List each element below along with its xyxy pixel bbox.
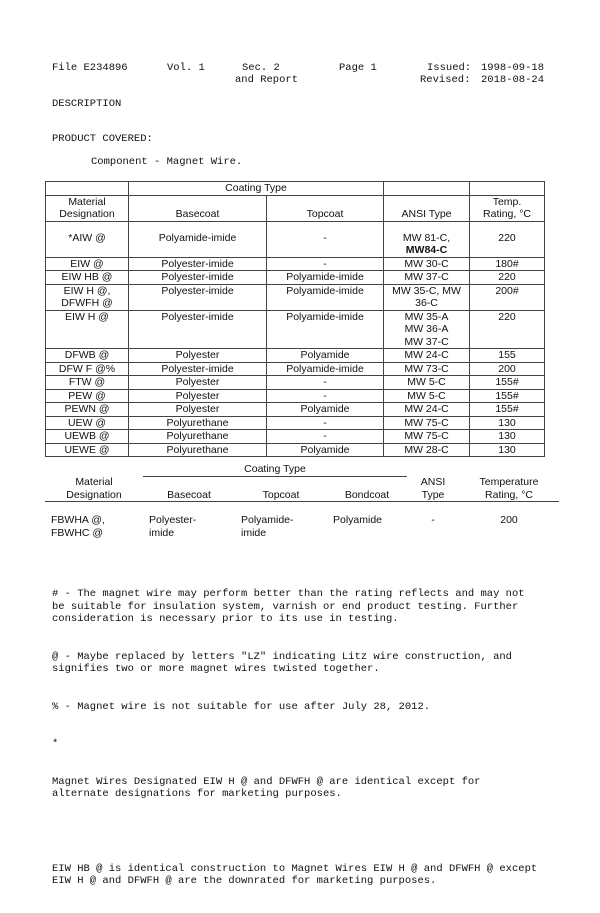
- header-spacer: [407, 463, 459, 476]
- basecoat-cell-text: Polyurethane: [166, 443, 229, 456]
- magnet-wire-table: [45, 181, 545, 457]
- header-spacer: [470, 182, 545, 196]
- ansi-cell: [384, 284, 470, 310]
- ansi-cell-text: MW 35-A MW 36-A MW 37-C: [404, 310, 449, 348]
- table-row: [46, 443, 545, 457]
- ansi-cell-text: MW 5-C: [407, 376, 446, 388]
- basecoat-header: Basecoat: [129, 195, 267, 221]
- basecoat-cell: [129, 416, 267, 430]
- topcoat-cell: [267, 430, 384, 444]
- basecoat-cell: [129, 443, 267, 457]
- temp-cell-text: 220: [498, 231, 516, 244]
- material-cell: [46, 403, 129, 417]
- topcoat-cell-text: Polyamide: [300, 349, 350, 361]
- ansi-cell: [384, 389, 470, 403]
- basecoat-cell: [129, 257, 267, 271]
- temp-cell: [470, 376, 545, 390]
- ansi-type-header: ANSI Type: [384, 195, 470, 221]
- temp-cell-text: 200#: [495, 284, 519, 297]
- ansi-cell: [384, 403, 470, 417]
- temp-cell: [470, 310, 545, 349]
- ansi-cell-text: MW 37-C: [404, 271, 449, 283]
- temp-cell: [470, 232, 545, 258]
- temp-rating-header: Temp. Rating, °C: [470, 195, 545, 221]
- ansi-cell: [384, 310, 470, 349]
- material-cell-text: DFW F @%: [58, 362, 116, 375]
- basecoat-cell-text: Polyester-imide: [161, 362, 234, 375]
- temp-cell: [470, 362, 545, 376]
- coating-type-header-2: Coating Type: [143, 463, 407, 476]
- temp-cell: [470, 349, 545, 363]
- temp-cell-text: 155#: [495, 403, 519, 415]
- material-cell: FBWHA @, FBWHC @: [51, 514, 105, 539]
- topcoat-cell-text: -: [323, 231, 327, 244]
- topcoat-cell-text: Polyamide-imide: [286, 271, 364, 283]
- table-row: [46, 310, 545, 349]
- material-cell: [46, 310, 129, 349]
- temperature-rating-header-2: Temperature Rating, °C: [459, 476, 559, 502]
- topcoat-cell: [267, 284, 384, 310]
- material-cell: [46, 271, 129, 285]
- ansi-cell-text: MW 35-C, MW 36-C: [392, 284, 461, 309]
- topcoat-cell: [267, 257, 384, 271]
- table-row: [46, 232, 545, 258]
- file-number: File E234896: [52, 62, 128, 74]
- material-cell: [46, 416, 129, 430]
- spacer-cell: [470, 221, 545, 232]
- ansi-cell-text: MW 5-C: [407, 389, 446, 402]
- bondcoat-header-2: Bondcoat: [327, 476, 407, 502]
- table-row: [46, 376, 545, 390]
- spacer-cell: [129, 221, 267, 232]
- basecoat-cell: [129, 362, 267, 376]
- topcoat-cell: [267, 403, 384, 417]
- ansi-cell: [384, 376, 470, 390]
- ansi-cell-text: MW 28-C: [404, 443, 449, 456]
- material-cell: [46, 430, 129, 444]
- basecoat-cell-text: Polyamide-imide: [158, 231, 237, 244]
- ansi-cell: [384, 416, 470, 430]
- material-cell-text: UEW @: [67, 416, 107, 429]
- material-cell-text: *AIW @: [68, 231, 106, 244]
- ansi-cell: [384, 430, 470, 444]
- table-row: [46, 257, 545, 271]
- topcoat-cell: [267, 443, 384, 457]
- material-cell: [46, 349, 129, 363]
- header-spacer: [459, 463, 559, 476]
- note-star-marker: *: [52, 738, 59, 750]
- material-cell: [46, 232, 129, 258]
- material-cell-text: PEWN @: [64, 403, 110, 415]
- basecoat-cell-text: Polyester-imide: [161, 257, 234, 270]
- material-cell-text: UEWB @: [64, 430, 110, 442]
- material-cell-text: PEW @: [68, 389, 106, 402]
- table-row: [45, 514, 559, 539]
- ansi-cell-text: MW 24-C: [404, 403, 449, 415]
- table-row: [46, 389, 545, 403]
- topcoat-cell-text: -: [323, 416, 327, 429]
- revised-date: 2018-08-24: [481, 74, 545, 86]
- topcoat-cell: [267, 310, 384, 349]
- basecoat-header-2: Basecoat: [143, 476, 235, 502]
- material-cell-text: EIW H @, DFWFH @: [61, 284, 113, 309]
- material-cell-text: EIW HB @: [61, 271, 113, 283]
- basecoat-cell-text: Polyester: [175, 349, 220, 361]
- coating-type-header: Coating Type: [129, 182, 384, 196]
- ansi-cell-text: MW 73-C: [404, 362, 449, 375]
- ansi-cell: [384, 271, 470, 285]
- spacer-cell: [384, 221, 470, 232]
- material-cell: [46, 284, 129, 310]
- component-line: Component - Magnet Wire.: [91, 156, 243, 168]
- issued-date: 1998-09-18: [481, 62, 545, 74]
- note-at: @ - Maybe replaced by letters "LZ" indicating Litz wire construction, and signifies two or more magnet wires twisted together.: [52, 650, 512, 675]
- ansi-cell-text: MW 24-C: [404, 349, 449, 361]
- temp-cell-text: 130: [498, 416, 516, 429]
- basecoat-cell: [129, 403, 267, 417]
- note-star-text: Magnet Wires Designated EIW H @ and DFWFH @ are identical except for alternate designations for marketing purposes.: [52, 775, 481, 800]
- material-cell-text: DFWB @: [64, 349, 110, 361]
- ansi-cell-text: MW 30-C: [404, 257, 449, 270]
- topcoat-header-2: Topcoat: [235, 476, 327, 502]
- basecoat-cell: [129, 349, 267, 363]
- topcoat-cell-text: -: [323, 257, 327, 270]
- bonded-wire-table: [45, 463, 559, 539]
- volume: Vol. 1: [167, 62, 205, 74]
- topcoat-cell-text: Polyamide: [300, 403, 350, 415]
- topcoat-cell: [267, 362, 384, 376]
- basecoat-cell: [129, 430, 267, 444]
- basecoat-cell: Polyester- imide: [149, 514, 197, 539]
- note-eiw-hb: EIW HB @ is identical construction to Magnet Wires EIW H @ and DFWFH @ except EIW H @ and DFWFH @ are the downrated for marketing purposes.: [52, 862, 538, 887]
- ansi-cell: -: [431, 514, 435, 526]
- table-row: [46, 349, 545, 363]
- temp-cell-text: 130: [498, 430, 516, 442]
- note-hash: # - The magnet wire may perform better than the rating reflects and may not be suitable for insulation system, varnish or end product testing. Further consideration is necessary prior to its use in testing.: [52, 588, 525, 625]
- temp-cell: [470, 416, 545, 430]
- row-spacer: [46, 221, 545, 232]
- material-designation-header: Material Designation: [46, 195, 129, 221]
- basecoat-cell: [129, 310, 267, 349]
- basecoat-cell: [129, 284, 267, 310]
- temp-cell: 200: [500, 514, 518, 526]
- temp-cell-text: 130: [498, 443, 516, 456]
- notes-section: [52, 563, 572, 913]
- topcoat-cell: [267, 416, 384, 430]
- material-cell: [46, 443, 129, 457]
- ansi-cell-text: MW 81-C,: [402, 231, 451, 244]
- material-cell-text: UEWE @: [64, 443, 110, 456]
- basecoat-cell-text: Polyester: [175, 403, 220, 415]
- table-row: [46, 403, 545, 417]
- page-number: Page 1: [339, 62, 377, 74]
- row-spacer: [45, 502, 559, 515]
- temp-cell-text: 200: [498, 362, 516, 375]
- header-spacer: [45, 463, 143, 476]
- spacer-cell: [46, 221, 129, 232]
- temp-cell-text: 220: [498, 271, 516, 283]
- bondcoat-cell: Polyamide: [333, 514, 383, 526]
- spacer-cell: [267, 221, 384, 232]
- header-spacer: [384, 182, 470, 196]
- temp-cell: [470, 271, 545, 285]
- issued-label: Issued:: [427, 62, 472, 74]
- temp-cell: [470, 257, 545, 271]
- table-row: [46, 430, 545, 444]
- topcoat-cell-text: Polyamide-imide: [286, 362, 364, 375]
- basecoat-cell-text: Polyester-imide: [161, 310, 234, 323]
- description-heading: DESCRIPTION: [52, 98, 122, 110]
- basecoat-cell-text: Polyester-imide: [161, 271, 234, 283]
- topcoat-cell: [267, 376, 384, 390]
- basecoat-cell-text: Polyurethane: [166, 416, 229, 429]
- ansi-cell: [384, 257, 470, 271]
- ansi-cell: [384, 349, 470, 363]
- topcoat-cell-text: -: [323, 430, 327, 442]
- material-cell: [46, 257, 129, 271]
- temp-cell: [470, 443, 545, 457]
- note-spacer: [52, 826, 572, 838]
- material-cell: [46, 376, 129, 390]
- topcoat-cell-text: -: [323, 376, 327, 388]
- table-row: [46, 362, 545, 376]
- temp-cell: [470, 430, 545, 444]
- temp-cell-text: 155: [498, 349, 516, 361]
- basecoat-cell-text: Polyurethane: [166, 430, 229, 442]
- table-row: [46, 284, 545, 310]
- basecoat-cell: [129, 389, 267, 403]
- topcoat-cell: [267, 271, 384, 285]
- section-subtitle: and Report: [235, 74, 299, 86]
- topcoat-cell: [267, 232, 384, 258]
- table-row: [46, 416, 545, 430]
- product-covered-heading: PRODUCT COVERED:: [52, 133, 153, 145]
- section: Sec. 2: [242, 62, 280, 74]
- basecoat-cell: [129, 271, 267, 285]
- ansi-type-header-2: ANSI Type: [407, 476, 459, 502]
- basecoat-cell-text: Polyester: [175, 389, 220, 402]
- temp-cell: [470, 284, 545, 310]
- material-cell: [46, 389, 129, 403]
- temp-cell: [470, 403, 545, 417]
- temp-cell-text: 220: [498, 310, 516, 323]
- basecoat-cell: [129, 376, 267, 390]
- note-percent: % - Magnet wire is not suitable for use after July 28, 2012.: [52, 700, 431, 713]
- ansi-cell: [384, 232, 470, 258]
- ansi-cell-text: MW 75-C: [404, 416, 449, 429]
- temp-cell: [470, 389, 545, 403]
- ansi-cell: [384, 443, 470, 457]
- basecoat-cell-text: Polyester-imide: [161, 284, 234, 297]
- topcoat-cell-text: Polyamide-imide: [286, 284, 364, 297]
- ansi-cell-text: MW 75-C: [404, 430, 449, 442]
- material-cell-text: FTW @: [68, 376, 106, 388]
- material-cell-text: EIW H @: [65, 310, 109, 323]
- basecoat-cell: [129, 232, 267, 258]
- ansi-bold-text: MW84-C: [405, 244, 448, 256]
- topcoat-cell-text: -: [323, 389, 327, 402]
- topcoat-cell: [267, 349, 384, 363]
- table-row: [46, 271, 545, 285]
- topcoat-cell: Polyamide- imide: [241, 514, 294, 539]
- temp-cell-text: 155#: [495, 389, 519, 402]
- material-cell: [46, 362, 129, 376]
- topcoat-header: Topcoat: [267, 195, 384, 221]
- ansi-cell: [384, 362, 470, 376]
- basecoat-cell-text: Polyester: [175, 376, 220, 388]
- revised-label: Revised:: [420, 74, 471, 86]
- topcoat-cell: [267, 389, 384, 403]
- material-designation-header-2: Material Designation: [45, 476, 143, 502]
- topcoat-cell-text: Polyamide-imide: [286, 310, 364, 323]
- temp-cell-text: 155#: [495, 376, 519, 388]
- temp-cell-text: 180#: [495, 257, 519, 270]
- header-spacer: [46, 182, 129, 196]
- topcoat-cell-text: Polyamide: [300, 443, 350, 456]
- material-cell-text: EIW @: [70, 257, 104, 270]
